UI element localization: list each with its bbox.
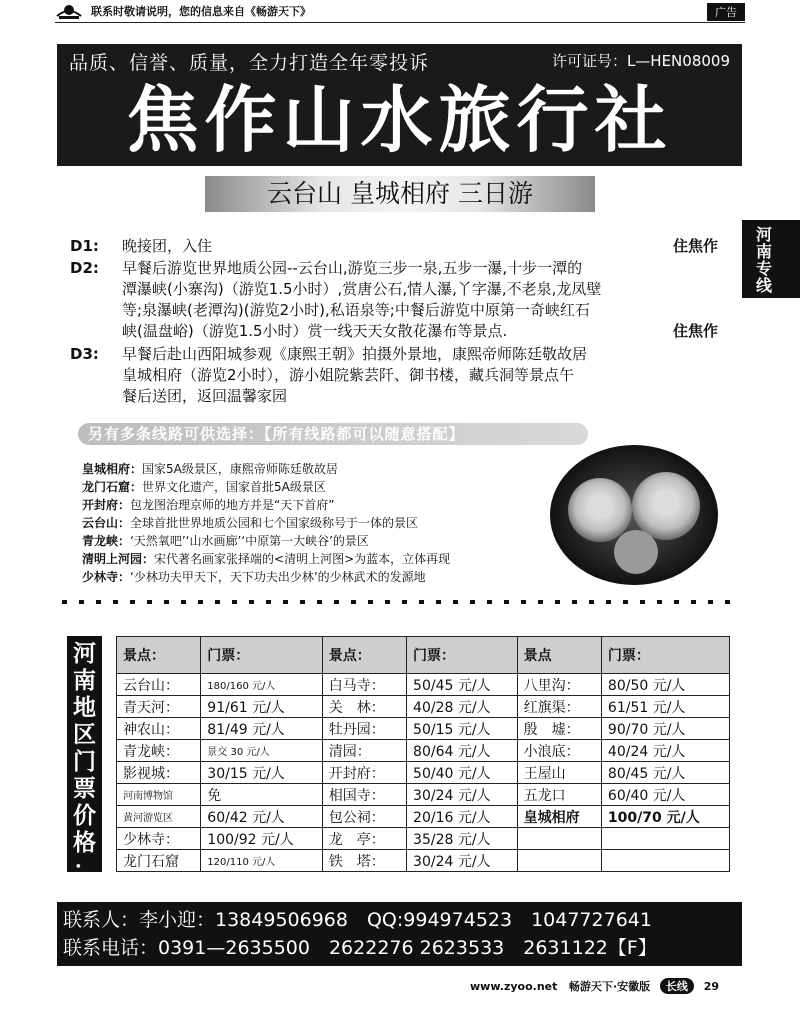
spot-item [82, 478, 552, 496]
table-row [117, 696, 730, 718]
column-header: 景点： [117, 637, 201, 674]
table-cell: 免 [201, 784, 322, 806]
table-cell: 180/160 元/人 [201, 674, 322, 696]
table-cell: 清园： [322, 740, 406, 762]
table-cell: 40/24 元/人 [601, 740, 729, 762]
table-cell: 60/40 元/人 [601, 784, 729, 806]
table-cell: 100/70 元/人 [601, 806, 729, 828]
table-cell: 龙 亭： [322, 828, 406, 850]
table-cell: 青天河： [117, 696, 201, 718]
table-cell: 80/50 元/人 [601, 674, 729, 696]
table-cell: 30/24 元/人 [407, 784, 518, 806]
table-cell: 龙门石窟 [117, 850, 201, 872]
day-text-line: 早餐后赴山西阳城参观《康熙王朝》拍摄外景地，康熙帝师陈廷敬故居 [122, 345, 588, 363]
spot-item [82, 496, 552, 514]
top-bar [55, 0, 745, 23]
price-title-char: ： [73, 856, 96, 883]
day-text-line: 餐后送团，返回温馨家园 [122, 387, 288, 405]
table-cell: 50/45 元/人 [407, 674, 518, 696]
peony-flower-image [548, 444, 720, 586]
price-title-char: 地 [73, 694, 96, 721]
table-cell: 景交 30 元/人 [201, 740, 322, 762]
table-row [117, 806, 730, 828]
day-label: D1: [70, 237, 99, 255]
table-cell: 黄河游览区 [117, 806, 201, 828]
table-cell: 91/61 元/人 [201, 696, 322, 718]
price-title-char: 门 [73, 748, 96, 775]
page-number: 29 [703, 980, 720, 993]
day-text-line: 皇城相府（游览2小时），游小姐院紫芸阡、御书楼，藏兵洞等景点午 [122, 366, 575, 384]
day-label: D3: [70, 345, 99, 363]
table-cell: 120/110 元/人 [201, 850, 322, 872]
table-cell [517, 828, 601, 850]
magazine-name: 畅游天下·安徽版 [568, 980, 651, 993]
table-cell: 小浪底： [517, 740, 601, 762]
table-row [117, 784, 730, 806]
price-title-text [67, 636, 102, 883]
ticket-price-table [116, 636, 730, 872]
day-text-line: 等;泉瀑峡(老潭沟)(游览2小时),私语泉等;中餐后游览中原第一奇峡红石 [122, 301, 590, 319]
table-cell: 30/24 元/人 [407, 850, 518, 872]
spot-desc: 全球首批世界地质公园和七个国家级称号于一体的景区 [130, 516, 419, 530]
table-cell: 81/49 元/人 [201, 718, 322, 740]
overnight-stay: 住焦作 [672, 237, 718, 255]
column-header: 景点 [517, 637, 601, 674]
table-cell: 王屋山 [517, 762, 601, 784]
license-number: 许可证号：L—HEN08009 [551, 52, 730, 70]
table-cell: 50/15 元/人 [407, 718, 518, 740]
price-title-char: 价 [73, 802, 96, 829]
page-footer [470, 978, 760, 996]
spot-name: 开封府： [82, 498, 131, 512]
table-cell: 少林寺： [117, 828, 201, 850]
more-routes-banner: 另有多条线路可供选择：【所有线路都可以随意搭配】 [78, 423, 588, 445]
column-header: 门票： [601, 637, 729, 674]
ad-label: 广告 [707, 3, 745, 21]
spot-item [82, 568, 552, 586]
table-cell: 20/16 元/人 [407, 806, 518, 828]
table-cell: 40/28 元/人 [407, 696, 518, 718]
contact-person: 联系人：李小迎：13849506968 QQ:994974523 1047727641 [63, 909, 652, 931]
overnight-stay: 住焦作 [672, 322, 718, 340]
price-section-title [67, 636, 102, 883]
table-row [117, 740, 730, 762]
table-cell: 关 林： [322, 696, 406, 718]
itinerary-day-3 [70, 344, 730, 410]
website-link[interactable]: www.zyoo.net [470, 980, 558, 993]
slogan: 品质、信誉、质量，全力打造全年零投诉 [69, 52, 430, 74]
table-cell: 殷 墟： [517, 718, 601, 740]
table-cell [601, 828, 729, 850]
itinerary-day-1 [70, 236, 730, 258]
day-text-line: 早餐后游览世界地质公园--云台山,游览三步一泉,五步一瀑,十步一潭的 [122, 259, 583, 277]
magazine-logo-icon [55, 2, 83, 20]
table-row [117, 762, 730, 784]
side-tab-label: 河南专线 [755, 225, 772, 295]
price-title-char: 河 [73, 640, 96, 667]
table-cell: 影视城： [117, 762, 201, 784]
spot-item [82, 532, 552, 550]
table-cell: 铁 塔： [322, 850, 406, 872]
day-text-line: 潭瀑峡(小寨沟)（游览1.5小时）,赏唐公石,情人瀑,丫字瀑,不老泉,龙凤壁 [122, 280, 602, 298]
price-title-char: 区 [73, 721, 96, 748]
table-cell [601, 850, 729, 872]
tour-title: 云台山 皇城相府 三日游 [205, 176, 595, 212]
spot-name: 清明上河园： [82, 552, 155, 566]
table-header-row [117, 637, 730, 674]
table-cell: 61/51 元/人 [601, 696, 729, 718]
spot-desc: 国家5A级景区，康熙帝师陈廷敬故居 [142, 462, 338, 476]
table-cell: 牡丹园： [322, 718, 406, 740]
table-cell: 青龙峡： [117, 740, 201, 762]
table-cell: 30/15 元/人 [201, 762, 322, 784]
spot-item [82, 550, 552, 568]
spot-name: 云台山： [82, 516, 131, 530]
spot-item [82, 514, 552, 532]
table-cell: 100/92 元/人 [201, 828, 322, 850]
agency-header [57, 44, 742, 166]
table-cell: 相国寺： [322, 784, 406, 806]
spot-name: 龙门石窟： [82, 480, 143, 494]
price-title-char: 南 [73, 667, 96, 694]
spot-name: 青龙峡： [82, 534, 131, 548]
table-cell: 开封府： [322, 762, 406, 784]
spot-desc: 包龙图治理京师的地方并是“天下首府” [130, 498, 335, 512]
side-tab [742, 220, 800, 298]
table-cell: 神农山： [117, 718, 201, 740]
column-header: 门票： [407, 637, 518, 674]
table-cell: 80/64 元/人 [407, 740, 518, 762]
contact-box [57, 902, 742, 966]
spot-item [82, 460, 552, 478]
table-row [117, 674, 730, 696]
source-notice: 联系时敬请说明，您的信息来自《畅游天下》 [91, 5, 311, 18]
section-tag: 长线 [660, 978, 694, 994]
table-cell: 五龙口 [517, 784, 601, 806]
day-text: 晚接团，入住 [122, 237, 213, 255]
table-row [117, 828, 730, 850]
table-cell: 云台山： [117, 674, 201, 696]
table-cell: 60/42 元/人 [201, 806, 322, 828]
scenic-spots-list [82, 460, 552, 586]
table-cell: 35/28 元/人 [407, 828, 518, 850]
spot-name: 皇城相府： [82, 462, 143, 476]
table-cell: 80/45 元/人 [601, 762, 729, 784]
table-cell: 包公祠： [322, 806, 406, 828]
day-label: D2: [70, 259, 99, 277]
spot-name: 少林寺： [82, 570, 131, 584]
table-cell: 90/70 元/人 [601, 718, 729, 740]
table-cell: 八里沟： [517, 674, 601, 696]
price-title-char: 票 [73, 775, 96, 802]
table-row [117, 718, 730, 740]
itinerary-day-2 [70, 258, 730, 344]
spot-desc: ‘少林功夫甲天下，天下功夫出少林’的少林武术的发源地 [130, 570, 426, 584]
table-cell: 白马寺： [322, 674, 406, 696]
spot-desc: ‘天然氧吧’‘山水画廊’‘中原第一大峡谷’的景区 [130, 534, 369, 548]
table-row [117, 850, 730, 872]
column-header: 景点： [322, 637, 406, 674]
day-text-line: 峡(温盘峪)（游览1.5小时）赏一线天天女散花瀑布等景点. [122, 322, 508, 340]
spot-desc: 世界文化遗产，国家首批5A级景区 [142, 480, 326, 494]
dotted-divider [62, 600, 742, 604]
table-cell [517, 850, 601, 872]
contact-phones: 联系电话：0391—2635500 2622276 2623533 2631122【F】 [63, 937, 657, 959]
spot-desc: 宋代著名画家张择端的<清明上河图>为蓝本，立体再现 [154, 552, 451, 566]
table-cell: 皇城相府 [517, 806, 601, 828]
agency-name: 焦作山水旅行社 [126, 77, 673, 162]
table-cell: 50/40 元/人 [407, 762, 518, 784]
table-cell: 河南博物馆 [117, 784, 201, 806]
column-header: 门票： [201, 637, 322, 674]
table-cell: 红旗渠： [517, 696, 601, 718]
price-title-char: 格 [73, 829, 96, 856]
